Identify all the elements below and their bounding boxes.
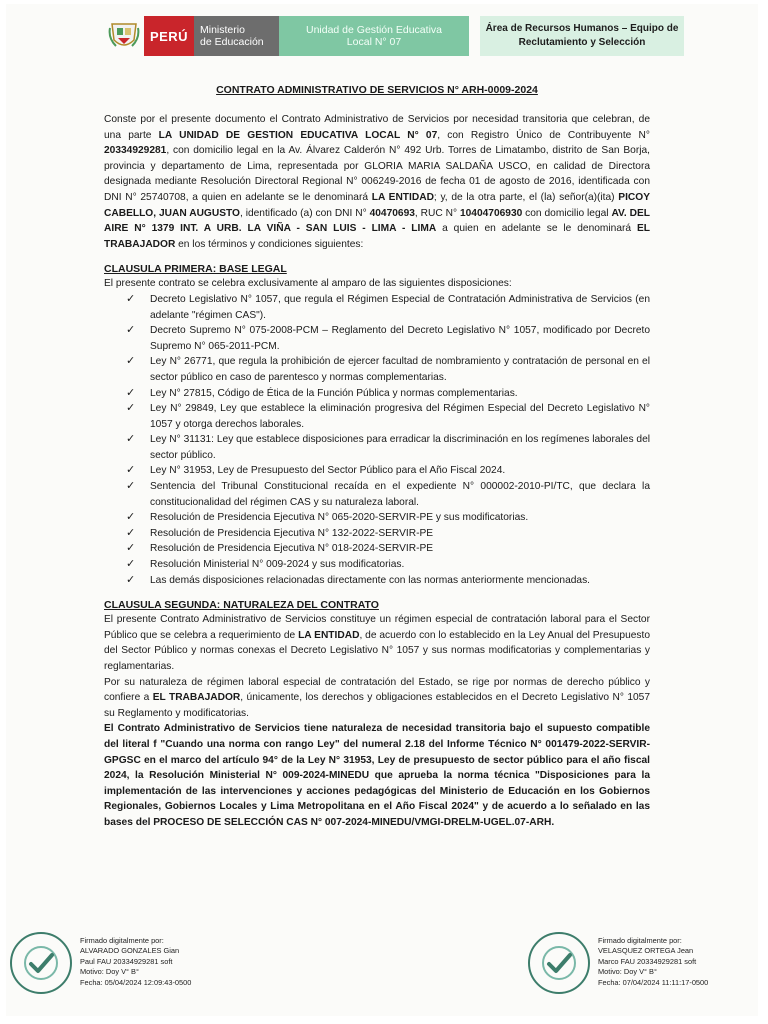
signature-line: Firmado digitalmente por: [80,936,164,945]
clause-2-p1-text-2: , de acuerdo con lo establecido en la Ley Anual del Presupuesto del Sector Público y normas conexas el Decreto Legislativo N° 1057 y sus normas modificatorias y complementarias y reglamentarias. [104,629,651,672]
contract-title: CONTRATO ADMINISTRATIVO DE SERVICIOS N° ARH-0009-2024 [216,84,538,96]
checkmark-icon: ✓ [126,464,136,477]
list-item-text: Ley N° 26771, que regula la prohibición de ejercer facultad de nombramiento y contratación de personal en el sector público en caso de parentesco y normas complementarias. [150,356,650,383]
list-item [104,573,650,589]
intro-text-6: , RUC N° [414,207,460,219]
checkmark-icon: ✓ [126,292,136,305]
list-item-text: Ley N° 31953, Ley de Presupuesto del Sector Público para el Año Fiscal 2024. [150,465,506,477]
ministry-line-1: Ministerio [200,24,245,36]
list-item [104,479,650,510]
ugel-line-2: Local N° 07 [346,36,402,48]
digital-signature-check-icon [10,932,72,994]
clause-2-p2-el-trabajador: EL TRABAJADOR [152,692,241,704]
peru-label: PERÚ [144,16,194,56]
area-label [480,16,684,56]
intro-worker-ruc: 10404706930 [459,207,523,219]
list-item-text: Resolución Ministerial N° 009-2024 y sus modificatorias. [150,559,405,571]
list-item-text: Resolución de Presidencia Ejecutiva N° 132-2022-SERVIR-PE [150,527,434,539]
checkmark-icon: ✓ [126,558,136,571]
intro-worker-name: PICOY CABELLO, JUAN AUGUSTO [104,191,650,219]
list-item [104,292,650,323]
checkmark-icon: ✓ [126,573,136,586]
ugel-line-1: Unidad de Gestión Educativa [305,24,442,36]
area-line-1: Área de Recursos Humanos – Equipo de [485,23,679,34]
contract-body [104,84,650,831]
clause-2-p2-text-2: , únicamente, los derechos y obligaciones establecidos en el Decreto Legislativo N° 1057 su Reglamento y modificatorias. [104,692,650,719]
intro-text-8: a quien en adelante se le denominará [436,223,637,235]
header-banner [106,14,684,58]
signature-line: Paul FAU 20334929281 soft [80,956,173,966]
signature-line: VELASQUEZ ORTEGA Jean [598,946,694,956]
checkmark-icon: ✓ [126,480,136,493]
ugel-label [279,16,469,56]
clause-2-paragraph-3: El Contrato Administrativo de Servicios tiene naturaleza de necesidad transitoria bajo el supuesto compatible del literal f "Cuando una norma con rango Ley" del numeral 2.18 del Informe Técnico N° 001479-2022-SERVIR-GPGSC en el marco del artículo 94° de la Ley N° 31953, Ley de presupuesto de sector público para el año fiscal 2024, la Resolución Ministerial N° 009-2024-MINEDU que aprueba la norma técnica "Disposiciones para la implementación de las intervenciones y acciones pedagógicas del Ministerio de Educación en los Gobiernos Regionales, Gobiernos Locales y Lima Metropolitana en el Año Fiscal 2024" y de acuerdo a lo señalado en las bases del PROCESO DE SELECCIÓN CAS N° 007-2024-MINEDU/VMGI-DRELM-UGEL.07-ARH. [104,723,650,828]
list-item-text: Decreto Legislativo N° 1057, que regula el Régimen Especial de Contratación Administrativa de Servicios (en adelante "régimen CAS"). [150,293,650,321]
intro-text-9: en los términos y condiciones siguientes: [175,238,364,250]
list-item [104,557,650,573]
list-item-text: Resolución de Presidencia Ejecutiva N° 065-2020-SERVIR-PE y sus modificatorias. [150,512,529,524]
intro-text-7: con domicilio legal [522,207,612,219]
clause-2-heading: CLAUSULA SEGUNDA: NATURALEZA DEL CONTRATO [104,599,379,612]
intro-el-trabajador: EL TRABAJADOR [104,223,650,250]
clause-1-heading: CLAUSULA PRIMERA: BASE LEGAL [104,263,287,276]
checkmark-icon: ✓ [126,402,136,415]
list-item-text: Ley N° 27815, Código de Ética de la Función Pública y normas complementarias. [150,387,518,399]
clause-2-p2-text-1: Por su naturaleza de régimen laboral especial de contratación del Estado, se rige por normas de derecho público y confiere a [104,676,650,704]
clause-2-paragraph-2 [104,675,650,722]
intro-paragraph [104,112,650,252]
intro-text-4: ; y, de la otra parte, el (la) señor(a)(ita) [433,191,619,203]
signature-line: Motivo: Doy V° B° [80,967,139,977]
intro-text-2: , con Registro Único de Contribuyente N° [437,129,650,141]
intro-worker-address: AV. DEL AIRE N° 1379 INT. A URB. LA VIÑA - SAN LUIS - LIMA - LIMA [104,207,651,235]
list-item-text: Ley N° 31131: Ley que establece disposiciones para erradicar la discriminación en los regímenes laborales del sector público. [150,434,650,461]
list-item-text: Las demás disposiciones relacionadas directamente con las normas anteriormente mencionadas. [150,574,590,586]
list-item [104,463,650,479]
clause-2-p1-text-1: El presente Contrato Administrativo de Servicios constituye un régimen especial de contratación laboral para el Sector Público que se celebra a requerimiento de [104,614,650,641]
checkmark-icon: ✓ [126,542,136,555]
signature-details [80,936,280,988]
intro-text-5: , identificado (a) con DNI N° [239,207,370,219]
intro-worker-dni: 40470693 [369,207,415,219]
list-item-text: Decreto Supremo N° 075-2008-PCM – Reglamento del Decreto Legislativo N° 1057, modificado por Decreto Supremo N° 065-2011-PCM. [150,325,650,352]
digital-signature-check-icon [528,932,590,994]
list-item [104,510,650,526]
list-item-text: Ley N° 29849, Ley que establece la eliminación progresiva del Régimen Especial del Decreto Legislativo N° 1057 y otorga derechos laborales. [150,403,650,430]
checkmark-icon: ✓ [126,433,136,446]
area-line-2: Reclutamiento y Selección [518,37,646,48]
checkmark-icon: ✓ [126,355,136,368]
intro-entity-name: LA UNIDAD DE GESTION EDUCATIVA LOCAL N° 07 [158,129,438,141]
signature-line: ALVARADO GONZALES Gian [80,946,180,956]
signature-details [598,936,768,988]
list-item [104,401,650,432]
signature-line: Fecha: 07/04/2024 11:11:17-0500 [598,977,709,987]
ministry-label [194,16,279,56]
intro-text-1: Conste por el presente documento el Contrato Administrativo de Servicios por necesidad transitoria que celebran, de una parte [104,114,650,141]
list-item [104,432,650,463]
intro-ruc: 20334929281 [104,145,167,157]
signature-line: Fecha: 05/04/2024 12:09:43-0500 [80,977,192,987]
list-item [104,541,650,557]
signature-line: Marco FAU 20334929281 soft [598,956,697,966]
list-item [104,323,650,354]
clause-1-lead: El presente contrato se celebra exclusivamente al amparo de las siguientes disposiciones: [104,278,512,290]
checkmark-icon: ✓ [126,324,136,337]
list-item-text: Sentencia del Tribunal Constitucional recaída en el expediente N° 000002-2010-PI/TC, que declara la constitucionalidad del régimen CAS y su naturaleza laboral. [150,481,650,508]
peru-coat-of-arms-icon [108,18,140,52]
checkmark-icon: ✓ [126,386,136,399]
intro-text-3: , con domicilio legal en la Av. Álvarez Calderón N° 492 Urb. Torres de Limatambo, distrito de San Borja, provincia y departamento de Lima, representada por GLORIA MARIA SALDAÑA USCO, en calidad de Directora designada mediante Resolución Directoral Regional N° 006249-2016 de fecha 01 de agosto de 2016, identificada con DNI N° 25740708, a quien en adelante se le denominará [104,145,650,203]
list-item [104,526,650,542]
legal-basis-list [104,292,650,588]
checkmark-icon: ✓ [126,511,136,524]
list-item [104,386,650,402]
list-item [104,354,650,385]
clause-2-p1-la-entidad: LA ENTIDAD [298,629,360,641]
list-item-text: Resolución de Presidencia Ejecutiva N° 018-2024-SERVIR-PE [150,543,434,555]
signature-line: Firmado digitalmente por: [598,936,682,945]
checkmark-icon: ✓ [126,526,136,539]
clause-2-paragraph-1 [104,612,650,674]
signature-line: Motivo: Doy V° B° [598,967,657,977]
ministry-line-2: de Educación [200,36,264,48]
intro-la-entidad: LA ENTIDAD [371,191,434,203]
